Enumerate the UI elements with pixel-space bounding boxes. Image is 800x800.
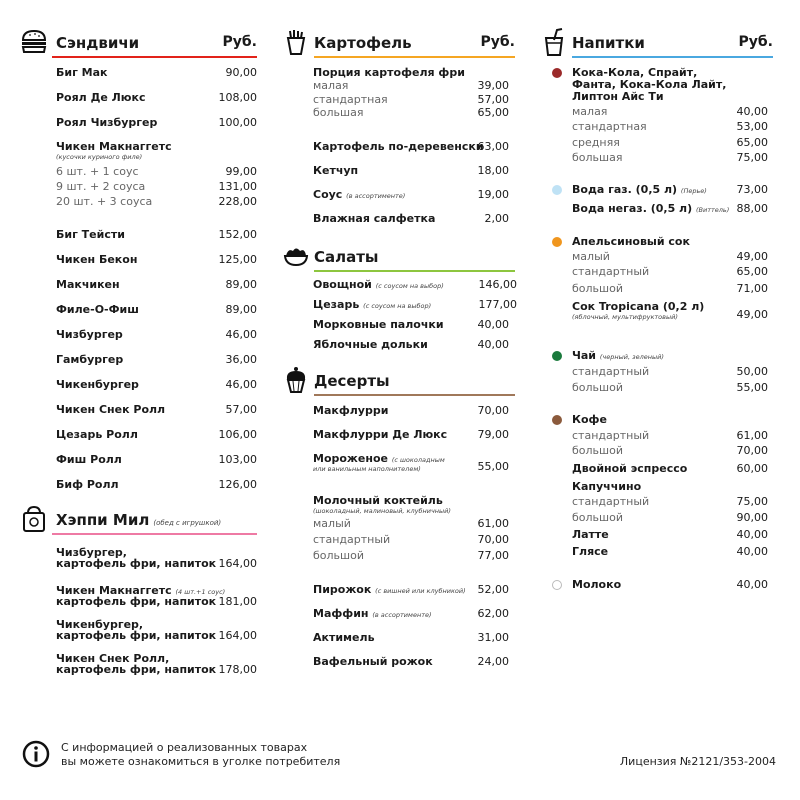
item-price: 40,00	[477, 318, 509, 331]
item-note: (в ассортименте)	[346, 192, 406, 200]
item-name: Молочный коктейль	[313, 494, 443, 507]
cola-dot	[552, 68, 562, 78]
item-price: 77,00	[477, 549, 509, 562]
item-price: 108,00	[218, 91, 257, 104]
item-price: 125,00	[218, 253, 257, 266]
item-name: Картофель по-деревенски	[313, 140, 484, 153]
item-name: Роял Де Люкс	[56, 91, 146, 104]
combo-line1: Чизбургер,	[56, 546, 127, 559]
item-name: Биг Мак	[56, 66, 108, 79]
item-price: 52,00	[477, 583, 509, 596]
item-sub: стандартная	[313, 93, 388, 106]
item-note: (Виттель)	[695, 206, 730, 214]
item-note: (с шоколадным	[391, 456, 445, 464]
item-name-text: Маффин	[313, 607, 369, 620]
item-price: 61,00	[736, 429, 768, 442]
item-name: Макфлурри Де Люкс	[313, 428, 448, 441]
item-price: 177,00	[478, 298, 517, 311]
item-price: 164,00	[218, 629, 257, 642]
item-name	[572, 349, 664, 364]
item-price: 60,00	[736, 462, 768, 475]
item-sub: большой	[572, 444, 623, 457]
item-sub: стандартный	[572, 495, 650, 508]
tea-dot	[552, 351, 562, 361]
item-name: Молоко	[572, 578, 622, 591]
item-name: Яблочные дольки	[313, 338, 428, 351]
item-name-text: Вода негаз. (0,5 л)	[572, 202, 693, 215]
item-price: 40,00	[736, 545, 768, 558]
item-name: Порция картофеля фри	[313, 66, 465, 79]
drinks-title: Напитки	[572, 34, 645, 52]
happy-meal-title-text: Хэппи Мил	[56, 511, 150, 529]
item-price: 73,00	[736, 183, 768, 196]
item-price: 70,00	[477, 404, 509, 417]
drinks-divider	[572, 56, 773, 58]
item-name	[313, 278, 444, 293]
item-name: Капуччино	[572, 480, 642, 493]
item-price: 90,00	[736, 511, 768, 524]
item-name	[572, 183, 707, 198]
salads-header	[282, 248, 515, 270]
item-price: 2,00	[484, 212, 509, 225]
item-price: 39,00	[477, 79, 509, 92]
burger-icon	[20, 28, 48, 56]
item-name: Липтон Айс Ти	[572, 90, 664, 103]
item-name-text: Мороженое	[313, 452, 388, 465]
item-price: 53,00	[736, 120, 768, 133]
happy-meal-header	[20, 511, 257, 533]
item-note: (с вишней или клубникой)	[375, 587, 466, 595]
item-price: 126,00	[218, 478, 257, 491]
item-name-text: Цезарь	[313, 298, 360, 311]
item-name-text: Чай	[572, 349, 597, 362]
combo-line2: картофель фри, напиток	[56, 557, 217, 570]
info-icon	[22, 740, 50, 768]
item-price: 46,00	[225, 378, 257, 391]
item-price: 36,00	[225, 353, 257, 366]
potato-divider	[314, 56, 515, 58]
item-price: 62,00	[477, 607, 509, 620]
item-name: Глясе	[572, 545, 609, 558]
item-name: Чикен Макнаггетс	[56, 140, 172, 153]
item-name: Чикен Бекон	[56, 253, 138, 266]
item-price: 65,00	[477, 106, 509, 119]
item-price: 88,00	[736, 202, 768, 215]
drinks-header	[540, 34, 773, 56]
item-sub: стандартная	[572, 120, 647, 133]
item-price: 46,00	[225, 328, 257, 341]
item-name: Биг Тейсти	[56, 228, 125, 241]
item-note: (черный, зеленый)	[599, 353, 664, 361]
item-name	[313, 298, 431, 313]
happy-meal-box-icon	[20, 505, 48, 533]
item-price: 99,00	[225, 165, 257, 178]
item-price: 89,00	[225, 278, 257, 291]
item-note: или ванильным наполнителем)	[313, 465, 421, 473]
potato-title: Картофель	[314, 34, 412, 52]
item-sub: стандартный	[572, 365, 650, 378]
milk-dot	[552, 580, 562, 590]
potato-header	[282, 34, 515, 56]
item-price: 178,00	[218, 663, 257, 676]
desserts-header	[282, 372, 515, 394]
item-price: 65,00	[736, 265, 768, 278]
item-price: 79,00	[477, 428, 509, 441]
license-text: Лицензия №2121/353-2004	[619, 755, 776, 768]
drink-cup-icon	[540, 28, 568, 56]
item-price: 70,00	[477, 533, 509, 546]
combo-line1: Чикен Снек Ролл,	[56, 652, 170, 665]
item-sub: стандартный	[572, 429, 650, 442]
happy-meal-title	[56, 511, 221, 529]
happy-meal-note: (обед с игрушкой)	[153, 519, 222, 527]
item-price: 103,00	[218, 453, 257, 466]
item-price: 228,00	[218, 195, 257, 208]
item-price: 40,00	[736, 105, 768, 118]
item-sub: 20 шт. + 3 соуса	[56, 195, 153, 208]
item-name: Чикен Снек Ролл	[56, 403, 166, 416]
item-price: 49,00	[736, 308, 768, 321]
item-sub: малая	[313, 79, 349, 92]
item-name: Апельсиновый сок	[572, 235, 690, 248]
combo-line1: Чикенбургер,	[56, 618, 144, 631]
item-name	[313, 583, 466, 598]
item-price: 57,00	[477, 93, 509, 106]
item-price: 57,00	[225, 403, 257, 416]
item-sub: большая	[313, 106, 364, 119]
footer-info-line2: вы можете ознакомиться в уголке потребителя	[61, 755, 341, 768]
item-price: 164,00	[218, 557, 257, 570]
item-name-text: Овощной	[313, 278, 372, 291]
item-name-text: Соус	[313, 188, 343, 201]
item-note: (кусочки куриного филе)	[56, 153, 143, 161]
item-name: Кока-Кола, Спрайт,	[572, 66, 698, 79]
item-price: 100,00	[218, 116, 257, 129]
item-name: Гамбургер	[56, 353, 124, 366]
item-sub: 6 шт. + 1 соус	[56, 165, 139, 178]
item-name: Фанта, Кока-Кола Лайт,	[572, 78, 727, 91]
item-price: 40,00	[477, 338, 509, 351]
item-note: (с соусом на выбор)	[363, 302, 432, 310]
item-name-text: Вода газ. (0,5 л)	[572, 183, 678, 196]
item-name: Влажная салфетка	[313, 212, 436, 225]
item-price: 55,00	[736, 381, 768, 394]
item-name: Латте	[572, 528, 609, 541]
item-name: Роял Чизбургер	[56, 116, 158, 129]
item-price: 75,00	[736, 151, 768, 164]
item-price: 19,00	[477, 188, 509, 201]
item-note: (шоколадный, малиновый, клубничный)	[313, 507, 451, 515]
potato-currency: Руб.	[480, 34, 515, 50]
item-sub: большая	[572, 151, 623, 164]
item-sub: 9 шт. + 2 соуса	[56, 180, 146, 193]
item-sub: средняя	[572, 136, 620, 149]
salads-divider	[314, 270, 515, 272]
item-price: 24,00	[477, 655, 509, 668]
salads-title: Салаты	[314, 248, 379, 266]
item-price: 131,00	[218, 180, 257, 193]
desserts-title: Десерты	[314, 372, 390, 390]
item-price: 65,00	[736, 136, 768, 149]
item-name: Вафельный рожок	[313, 655, 433, 668]
item-name: Биф Ролл	[56, 478, 119, 491]
water-dot	[552, 185, 562, 195]
item-price: 89,00	[225, 303, 257, 316]
item-name: Чизбургер	[56, 328, 123, 341]
item-sub: малая	[572, 105, 608, 118]
item-price: 106,00	[218, 428, 257, 441]
happy-meal-divider	[52, 533, 257, 535]
salad-bowl-icon	[282, 242, 310, 270]
orange-juice-dot	[552, 237, 562, 247]
sandwiches-divider	[52, 56, 257, 58]
combo-line2: картофель фри, напиток	[56, 663, 217, 676]
sandwiches-header	[20, 34, 257, 56]
item-price: 61,00	[477, 517, 509, 530]
item-price: 152,00	[218, 228, 257, 241]
item-price: 63,00	[477, 140, 509, 153]
item-name	[572, 202, 729, 217]
combo-line1-text: Чикен Макнаггетс	[56, 584, 172, 597]
item-note: (яблочный, мультифруктовый)	[572, 313, 678, 321]
item-name: Цезарь Ролл	[56, 428, 138, 441]
item-sub: малый	[313, 517, 351, 530]
sandwiches-title: Сэндвичи	[56, 34, 140, 52]
item-note: (Перье)	[680, 187, 707, 195]
item-price: 40,00	[736, 578, 768, 591]
item-price: 181,00	[218, 595, 257, 608]
sandwiches-currency: Руб.	[222, 34, 257, 50]
item-sub: малый	[572, 250, 610, 263]
item-name: Кетчуп	[313, 164, 359, 177]
item-sub: большой	[313, 549, 364, 562]
item-price: 49,00	[736, 250, 768, 263]
item-price: 55,00	[477, 460, 509, 473]
combo-line2: картофель фри, напиток	[56, 629, 217, 642]
item-price: 50,00	[736, 365, 768, 378]
fries-icon	[282, 28, 310, 56]
combo-line2: картофель фри, напиток	[56, 595, 217, 608]
item-name	[313, 607, 432, 622]
item-price: 146,00	[478, 278, 517, 291]
drinks-currency: Руб.	[738, 34, 773, 50]
item-name: Фиш Ролл	[56, 453, 122, 466]
desserts-divider	[314, 394, 515, 396]
item-sub: стандартный	[572, 265, 650, 278]
footer-info	[61, 741, 340, 769]
coffee-dot	[552, 415, 562, 425]
item-name: Чикенбургер	[56, 378, 139, 391]
item-name: Макчикен	[56, 278, 120, 291]
item-note: (с соусом на выбор)	[375, 282, 444, 290]
item-price: 71,00	[736, 282, 768, 295]
item-price: 18,00	[477, 164, 509, 177]
item-sub: большой	[572, 381, 623, 394]
item-name	[313, 188, 405, 203]
item-price: 75,00	[736, 495, 768, 508]
item-name-text: Пирожок	[313, 583, 372, 596]
item-price: 90,00	[225, 66, 257, 79]
item-name: Кофе	[572, 413, 607, 426]
footer-info-line1: С информацией о реализованных товарах	[61, 741, 308, 754]
item-name: Сок Tropicana (0,2 л)	[572, 300, 705, 313]
cupcake-icon	[282, 366, 310, 394]
item-sub: большой	[572, 282, 623, 295]
item-name: Макфлурри	[313, 404, 389, 417]
item-name: Актимель	[313, 631, 375, 644]
item-price: 70,00	[736, 444, 768, 457]
item-name: Двойной эспрессо	[572, 462, 688, 475]
item-price: 40,00	[736, 528, 768, 541]
item-price: 31,00	[477, 631, 509, 644]
item-note: (в ассортименте)	[372, 611, 432, 619]
combo-note: (4 шт.+1 соус)	[175, 588, 226, 596]
item-name: Морковные палочки	[313, 318, 444, 331]
item-name: Филе-О-Фиш	[56, 303, 139, 316]
item-sub: большой	[572, 511, 623, 524]
item-sub: стандартный	[313, 533, 391, 546]
